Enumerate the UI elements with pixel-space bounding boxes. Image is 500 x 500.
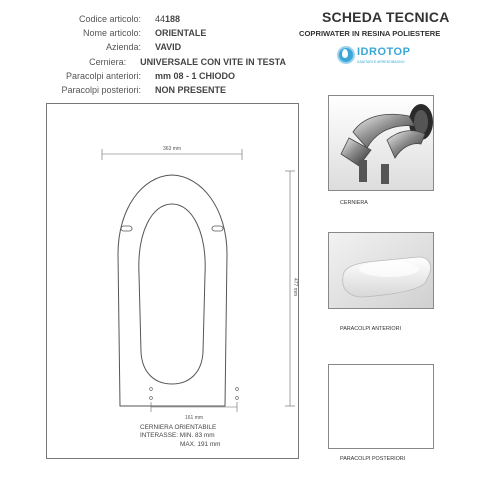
hinge-hole-right-bottom [236, 397, 239, 400]
seat-drawing [47, 104, 300, 460]
spec-row-code [34, 12, 286, 26]
spec-label-company: Azienda: [105, 42, 141, 53]
spec-label-code: Codice articolo: [78, 14, 141, 25]
page-title: SCHEDA TECNICA [322, 9, 450, 25]
hinge-hole-left-bottom [150, 397, 153, 400]
hinge-caption: CERNIERA [340, 200, 368, 206]
spec-row-front-buffer [34, 69, 286, 83]
front-buffer-photo [328, 232, 434, 309]
spec-table [34, 12, 286, 97]
hinge-slot-left [121, 226, 132, 231]
hinge-photo [328, 95, 434, 191]
spec-label-name: Nome articolo: [82, 28, 141, 39]
idrotop-logo [334, 42, 434, 74]
spec-row-rear-buffer [34, 83, 286, 97]
seat-outer-outline [118, 175, 227, 406]
spec-value-hinge: UNIVERSALE CON VITE IN TESTA [140, 56, 286, 67]
hinge-icon [329, 96, 434, 191]
hinge-slot-right [212, 226, 223, 231]
spec-value-code [155, 14, 180, 24]
rear-buffer-caption: PARACOLPI POSTERIORI [340, 456, 406, 462]
width-dimension-label: 363 mm [162, 146, 182, 152]
hinge-hole-right-top [236, 388, 239, 391]
front-buffer-caption: PARACOLPI ANTERIORI [340, 326, 402, 332]
water-drop-icon [342, 49, 348, 58]
spec-label-hinge: Cerniera: [89, 56, 127, 67]
hinge-hole-left-top [150, 388, 153, 391]
spec-value-name: ORIENTALE [155, 28, 207, 39]
spec-value-code-prefix: 44 [155, 14, 166, 25]
drawing-frame [46, 103, 299, 459]
logo-text: IDROTOP [357, 46, 411, 58]
spec-row-hinge [34, 55, 286, 69]
front-buffer-icon [329, 233, 434, 309]
rear-buffer-photo [328, 364, 434, 449]
note-hinge-min: INTERASSE: MIN. 83 mm [140, 432, 215, 439]
spec-value-code-main: 188 [165, 14, 181, 25]
note-hinge-orientable: CERNIERA ORIENTABILE [140, 424, 217, 431]
spec-value-front-buffer: mm 08 - 1 CHIODO [155, 70, 236, 81]
spec-row-company [34, 40, 286, 54]
spec-label-rear-buffer: Paracolpi posteriori: [61, 85, 141, 96]
logo-tagline: SANITARI E ARREDOBAGNO [357, 60, 405, 64]
hinge-spacing-label: 161 mm [184, 415, 204, 421]
spec-value-company: VAVID [155, 42, 182, 53]
spec-label-front-buffer: Paracolpi anteriori: [65, 70, 141, 81]
height-dimension-label: 477 mm [292, 277, 298, 297]
spec-row-name [34, 26, 286, 40]
note-hinge-max: MAX. 191 mm [180, 441, 221, 448]
page-subtitle: COPRIWATER IN RESINA POLIESTERE [299, 29, 441, 38]
seat-inner-opening [139, 204, 205, 384]
spec-value-rear-buffer: NON PRESENTE [155, 85, 227, 96]
